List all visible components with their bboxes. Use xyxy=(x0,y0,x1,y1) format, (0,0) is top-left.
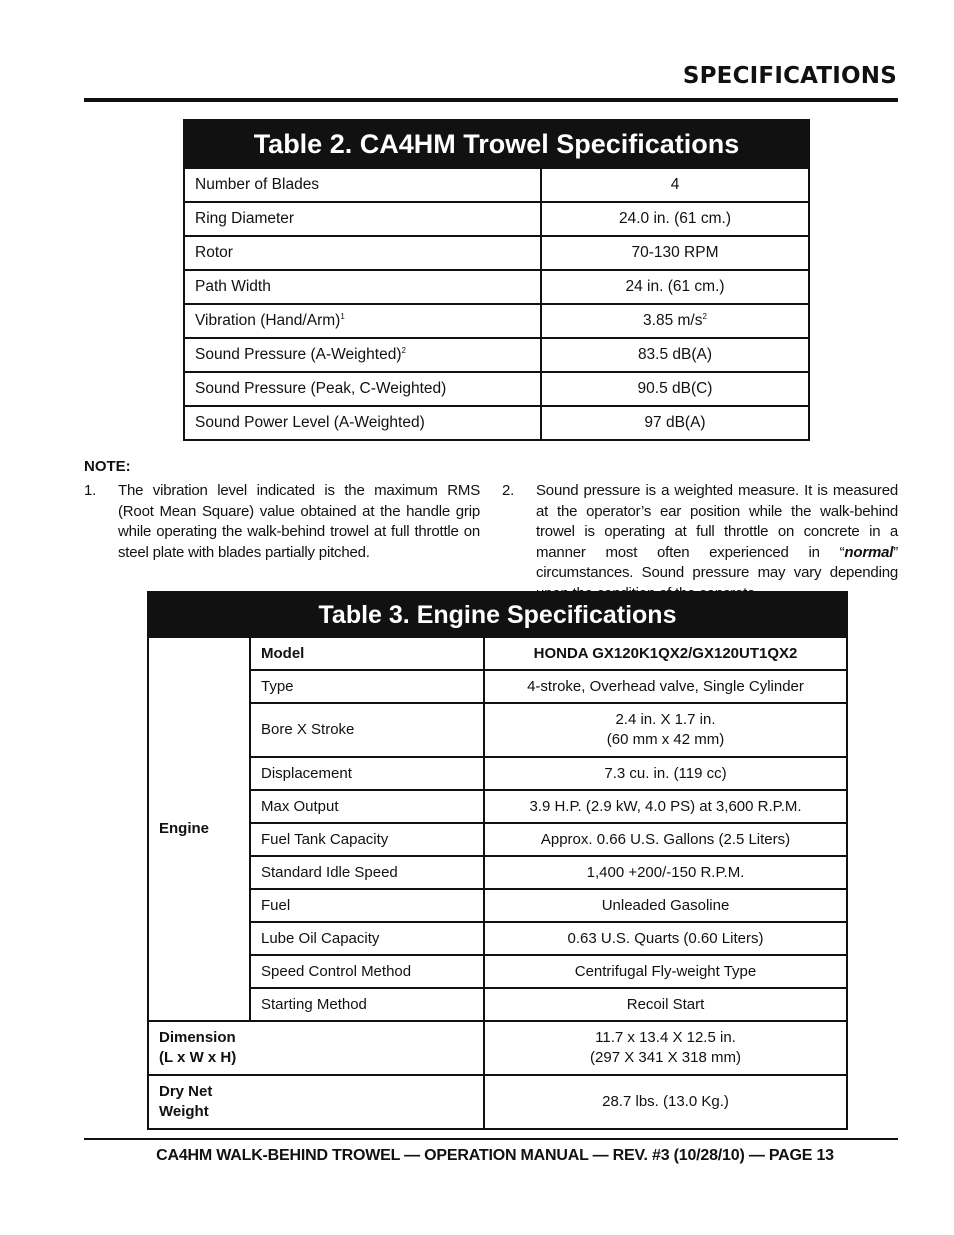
engine-spec-label: Lube Oil Capacity xyxy=(250,922,484,955)
spec-value: 4 xyxy=(541,168,809,202)
table2-row xyxy=(184,270,809,304)
engine-spec-value: 0.63 U.S. Quarts (0.60 Liters) xyxy=(484,922,847,955)
engine-row xyxy=(148,856,847,889)
engine-spec-label: Model xyxy=(250,637,484,670)
note-item-2 xyxy=(502,481,898,604)
spec-value: 83.5 dB(A) xyxy=(541,338,809,372)
engine-spec-label: Bore X Stroke xyxy=(250,703,484,757)
note-label: NOTE: xyxy=(84,458,131,475)
dimension-value: 11.7 x 13.4 X 12.5 in. (297 X 341 X 318 mm) xyxy=(484,1021,847,1075)
dimension-row xyxy=(148,1021,847,1075)
engine-spec-value: 3.9 H.P. (2.9 kW, 4.0 PS) at 3,600 R.P.M. xyxy=(484,790,847,823)
engine-row xyxy=(148,988,847,1021)
spec-label: Number of Blades xyxy=(184,168,541,202)
engine-spec-value: 7.3 cu. in. (119 cc) xyxy=(484,757,847,790)
weight-label: Dry Net Weight xyxy=(148,1075,484,1129)
trowel-specifications-table xyxy=(183,119,810,441)
engine-spec-value: 1,400 +200/-150 R.P.M. xyxy=(484,856,847,889)
note-text-after: ” circumstances. Sound pressure may vary depending xyxy=(536,543,898,581)
table2-row xyxy=(184,338,809,372)
dimension-label: Dimension (L x W x H) xyxy=(148,1021,484,1075)
superscript: 2 xyxy=(702,311,707,321)
table2-row xyxy=(184,406,809,440)
engine-spec-value: Unleaded Gasoline xyxy=(484,889,847,922)
table2-row xyxy=(184,304,809,338)
engine-spec-value: Approx. 0.66 U.S. Gallons (2.5 Liters) xyxy=(484,823,847,856)
table2-title: Table 2. CA4HM Trowel Specifications xyxy=(184,120,809,168)
engine-row xyxy=(148,757,847,790)
note-text-before: Sound pressure is a weighted measure. It is measured at the operator’s ear position while the walk-behind trowel is operating at full throttle on concrete in a manner most often experienced in “ xyxy=(536,482,898,561)
engine-spec-value: 2.4 in. X 1.7 in. (60 mm x 42 mm) xyxy=(484,703,847,757)
spec-label: Sound Pressure (Peak, C-Weighted) xyxy=(184,372,541,406)
engine-spec-label: Standard Idle Speed xyxy=(250,856,484,889)
spec-value: 90.5 dB(C) xyxy=(541,372,809,406)
table2-row xyxy=(184,372,809,406)
spec-value: 24 in. (61 cm.) xyxy=(541,270,809,304)
note-number: 2. xyxy=(502,482,515,499)
footnote-ref: 1 xyxy=(340,311,345,321)
spec-value: 97 dB(A) xyxy=(541,406,809,440)
engine-row xyxy=(148,955,847,988)
engine-row xyxy=(148,889,847,922)
engine-group-label: Engine xyxy=(148,637,250,1021)
table2-row xyxy=(184,236,809,270)
footer-rule xyxy=(84,1138,898,1140)
note-emphasis: normal xyxy=(844,543,894,561)
page-footer: CA4HM WALK-BEHIND TROWEL — OPERATION MANUAL — REV. #3 (10/28/10) — PAGE 13 xyxy=(156,1147,834,1164)
note-item-1 xyxy=(84,481,480,563)
engine-row xyxy=(148,703,847,757)
spec-label: Path Width xyxy=(184,270,541,304)
spec-label: Sound Pressure (A-Weighted)$^2$ xyxy=(184,338,541,372)
footnote-ref: 2 xyxy=(401,345,406,355)
weight-value: 28.7 lbs. (13.0 Kg.) xyxy=(484,1075,847,1129)
engine-spec-label: Fuel xyxy=(250,889,484,922)
engine-row xyxy=(148,670,847,703)
spec-value: 70-130 RPM xyxy=(541,236,809,270)
table3-title: Table 3. Engine Specifications xyxy=(148,592,847,637)
spec-label: Vibration (Hand/Arm)$^1$ xyxy=(184,304,541,338)
weight-row xyxy=(148,1075,847,1129)
engine-spec-label: Starting Method xyxy=(250,988,484,1021)
note-number: 1. xyxy=(84,482,97,499)
engine-row xyxy=(148,790,847,823)
engine-spec-label: Max Output xyxy=(250,790,484,823)
section-title: SPECIFICATIONS xyxy=(682,63,897,89)
engine-row xyxy=(148,637,847,670)
engine-row xyxy=(148,922,847,955)
note-text: The vibration level indicated is the maximum RMS (Root Mean Square) value obtained at the handle grip while operating the walk-behind trowel at full throttle on steel plate with blades partially pitched. xyxy=(118,482,480,561)
engine-row xyxy=(148,823,847,856)
spec-label: Ring Diameter xyxy=(184,202,541,236)
engine-spec-value: HONDA GX120K1QX2/GX120UT1QX2 xyxy=(484,637,847,670)
engine-spec-label: Speed Control Method xyxy=(250,955,484,988)
engine-spec-label: Type xyxy=(250,670,484,703)
table2-row xyxy=(184,202,809,236)
engine-spec-label: Displacement xyxy=(250,757,484,790)
header-rule xyxy=(84,98,898,102)
engine-spec-label: Fuel Tank Capacity xyxy=(250,823,484,856)
spec-label: Sound Power Level (A-Weighted) xyxy=(184,406,541,440)
spec-value: 24.0 in. (61 cm.) xyxy=(541,202,809,236)
spec-label: Rotor xyxy=(184,236,541,270)
engine-spec-value: Recoil Start xyxy=(484,988,847,1021)
engine-specifications-table xyxy=(147,591,848,1130)
engine-spec-value: 4-stroke, Overhead valve, Single Cylinder xyxy=(484,670,847,703)
spec-value: 3.85 $m/s^2$ xyxy=(541,304,809,338)
table2-row xyxy=(184,168,809,202)
engine-spec-value: Centrifugal Fly-weight Type xyxy=(484,955,847,988)
